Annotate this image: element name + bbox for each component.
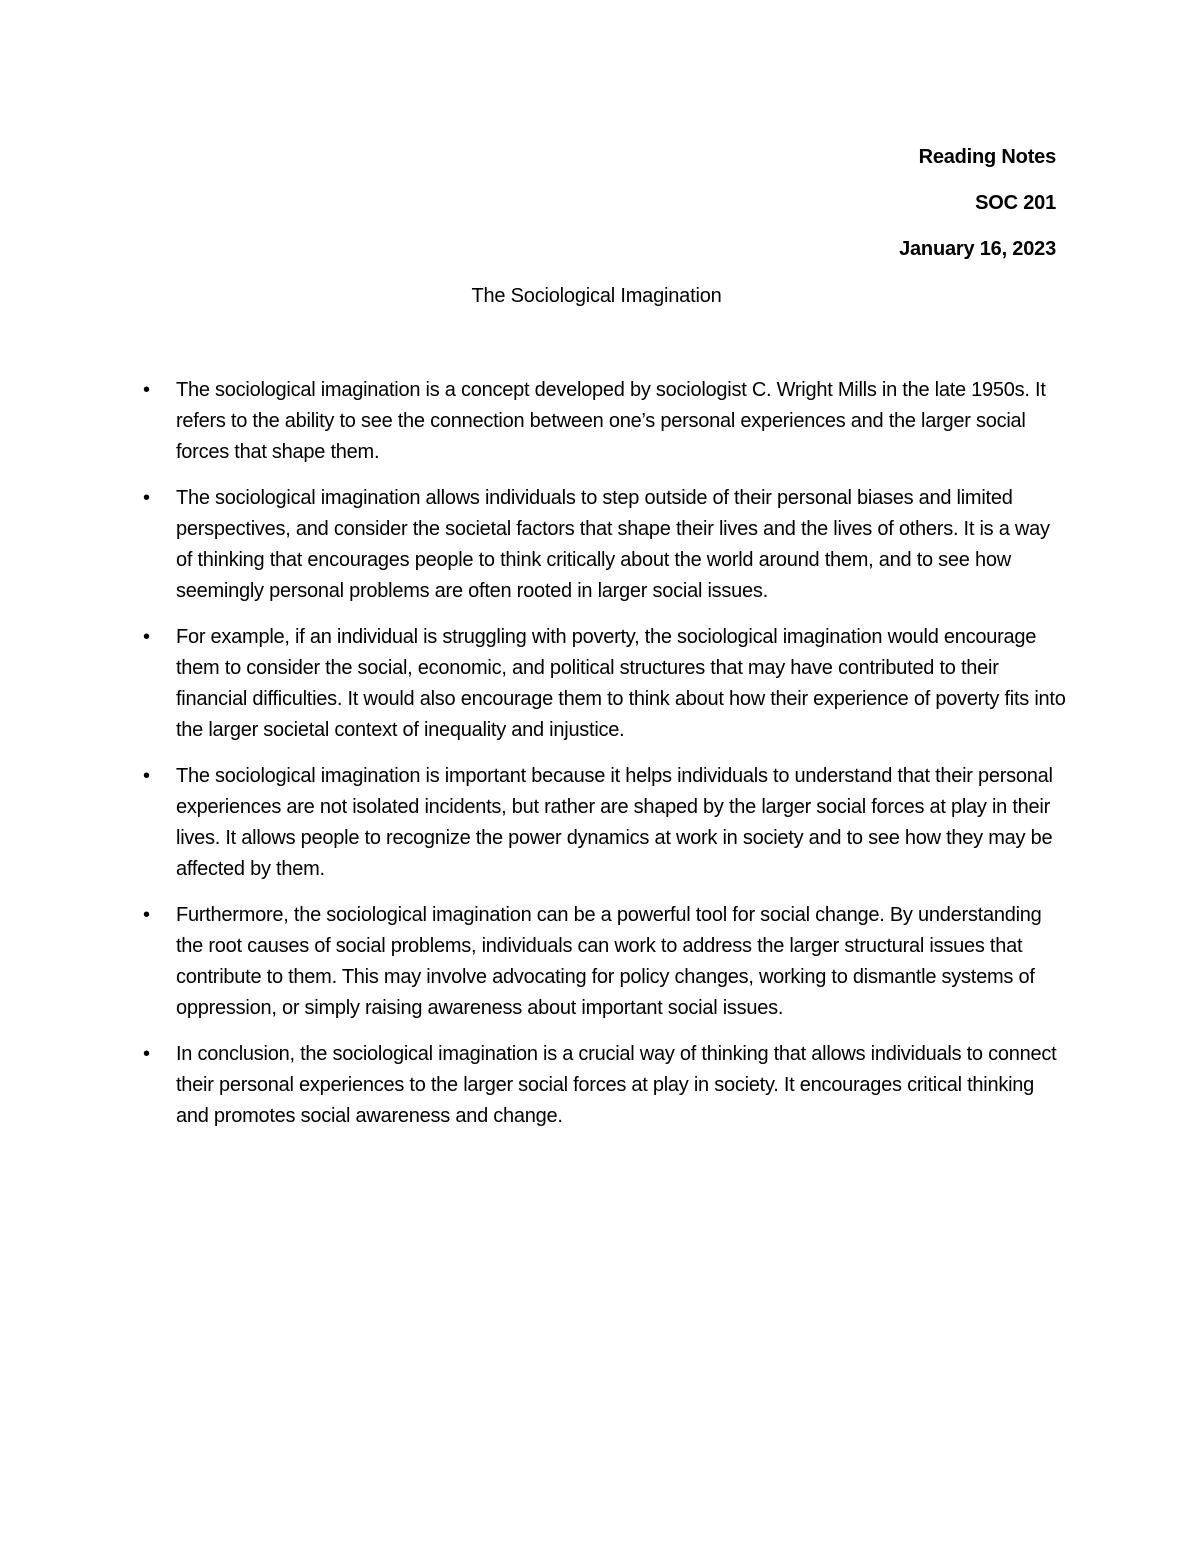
list-item (143, 900, 1066, 1024)
document-title: The Sociological Imagination (471, 285, 722, 307)
header-date: January 16, 2023 (899, 238, 1056, 260)
header-course: SOC 201 (975, 192, 1056, 214)
note-text: For example, if an individual is struggling with poverty, the sociological imagination would encourage them to consider the social, economic, and political structures that may have contributed to their financial difficulties. It would also encourage them to think about how their experience of poverty fits into the larger societal context of inequality and injustice. (176, 626, 1066, 741)
bullet-icon: • (143, 379, 150, 401)
bullet-icon: • (143, 626, 150, 648)
note-text: Furthermore, the sociological imagination can be a powerful tool for social change. By understanding the root causes of social problems, individuals can work to address the larger structural issues that contribute to them. This may involve advocating for policy changes, working to dismantle systems of oppression, or simply raising awareness about important social issues. (176, 904, 1042, 1019)
note-text: The sociological imagination is a concept developed by sociologist C. Wright Mills in the late 1950s. It refers to the ability to see the connection between one’s personal experiences and the larger social forces that shape them. (176, 379, 1046, 463)
notes-list (143, 375, 1066, 1147)
bullet-icon: • (143, 487, 150, 509)
bullet-icon: • (143, 765, 150, 787)
header-title: Reading Notes (918, 146, 1056, 168)
note-text: The sociological imagination allows individuals to step outside of their personal biases and limited perspectives, and consider the societal factors that shape their lives and the lives of others. It is a way of thinking that encourages people to think critically about the world around them, and to see how seemingly personal problems are often rooted in larger social issues. (176, 487, 1050, 602)
bullet-icon: • (143, 904, 150, 926)
list-item (143, 761, 1066, 885)
list-item (143, 622, 1066, 746)
note-text: The sociological imagination is important because it helps individuals to understand that their personal experiences are not isolated incidents, but rather are shaped by the larger social forces at play in their lives. It allows people to recognize the power dynamics at work in society and to see how they may be affected by them. (176, 765, 1053, 880)
note-text: In conclusion, the sociological imagination is a crucial way of thinking that allows individuals to connect their personal experiences to the larger social forces at play in society. It encourages critical thinking and promotes social awareness and change. (176, 1043, 1057, 1127)
bullet-icon: • (143, 1043, 150, 1065)
list-item (143, 483, 1066, 607)
document-header (899, 142, 1056, 280)
list-item (143, 1039, 1066, 1132)
list-item (143, 375, 1066, 468)
